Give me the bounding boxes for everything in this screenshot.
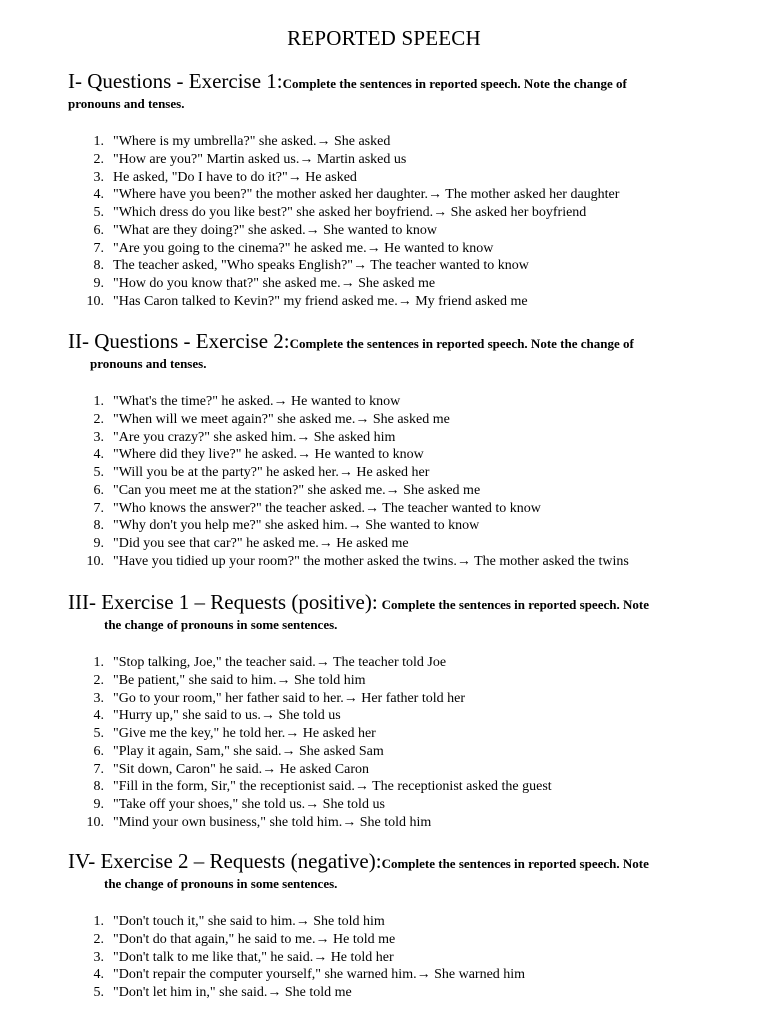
item-text: "Mind your own business," she told him.→ She told him xyxy=(113,814,432,830)
exercise-list xyxy=(0,393,768,571)
exercise-list xyxy=(0,913,768,1002)
exercise-list xyxy=(0,133,768,311)
item-number: 10. xyxy=(86,553,104,569)
item-number: 2. xyxy=(93,411,104,427)
section-instruction: Complete the sentences in reported speech. Note the change of xyxy=(289,336,634,351)
list-item xyxy=(0,482,768,500)
item-text: "What's the time?" he asked.→ He wanted to know xyxy=(113,394,401,409)
list-item xyxy=(0,429,768,447)
section-3 xyxy=(0,592,768,832)
section-2 xyxy=(0,331,768,571)
section-heading xyxy=(0,592,768,615)
section-instruction-continued: pronouns and tenses. xyxy=(90,356,207,371)
item-text: He asked, "Do I have to do it?"→ He asked xyxy=(113,169,357,185)
item-text: "Has Caron talked to Kevin?" my friend asked me.→ My friend asked me xyxy=(113,293,528,309)
list-item xyxy=(0,393,768,411)
item-number: 9. xyxy=(93,276,104,291)
item-number: 1. xyxy=(93,134,104,149)
list-item xyxy=(0,553,768,571)
item-number: 6. xyxy=(93,743,104,759)
section-instruction: Complete the sentences in reported speech. Note xyxy=(381,597,649,612)
list-item xyxy=(0,133,768,151)
item-number: 7. xyxy=(93,761,104,777)
section-instruction: Complete the sentences in reported speech. Note the change of xyxy=(282,76,627,91)
item-number: 1. xyxy=(93,914,104,929)
item-number: 8. xyxy=(93,518,104,534)
list-item xyxy=(0,690,768,708)
item-text: "Stop talking, Joe," the teacher said.→ The teacher told Joe xyxy=(113,655,447,670)
list-item xyxy=(0,966,768,984)
item-text: "Give me the key," he told her.→ He asked her xyxy=(113,726,376,741)
item-text: "Play it again, Sam," she said.→ She asked Sam xyxy=(113,743,384,759)
item-text: "Be patient," she said to him.→ She told him xyxy=(113,672,366,688)
section-1 xyxy=(0,71,768,311)
list-item xyxy=(0,446,768,464)
section-instruction-continued: pronouns and tenses. xyxy=(68,96,185,111)
item-number: 4. xyxy=(93,187,104,203)
list-item xyxy=(0,500,768,518)
list-item xyxy=(0,725,768,743)
list-item xyxy=(0,949,768,967)
list-item xyxy=(0,778,768,796)
section-title: - Questions - Exercise 1: xyxy=(75,69,283,93)
section-numeral: III xyxy=(68,590,89,614)
item-text: "Don't do that again," he said to me.→ He told me xyxy=(113,931,396,947)
list-item xyxy=(0,672,768,690)
item-number: 4. xyxy=(93,708,104,724)
item-number: 6. xyxy=(93,222,104,238)
list-item xyxy=(0,654,768,672)
list-item xyxy=(0,222,768,240)
item-number: 7. xyxy=(93,240,104,256)
list-item xyxy=(0,275,768,293)
list-item xyxy=(0,257,768,275)
section-numeral: IV xyxy=(68,849,89,873)
item-text: "How are you?" Martin asked us.→ Martin asked us xyxy=(113,151,407,167)
item-number: 3. xyxy=(93,429,104,445)
item-text: "Sit down, Caron" he said.→ He asked Caron xyxy=(113,761,369,777)
section-heading xyxy=(0,851,768,874)
item-number: 4. xyxy=(93,447,104,463)
list-item xyxy=(0,796,768,814)
list-item xyxy=(0,984,768,1002)
list-item xyxy=(0,204,768,222)
list-item xyxy=(0,169,768,187)
item-text: "Where did they live?" he asked.→ He wanted to know xyxy=(113,447,424,463)
list-item xyxy=(0,464,768,482)
item-number: 5. xyxy=(93,726,104,741)
item-number: 2. xyxy=(93,151,104,167)
item-text: "Go to your room," her father said to her.→ Her father told her xyxy=(113,690,465,706)
exercise-list xyxy=(0,654,768,832)
section-numeral: I xyxy=(68,69,75,93)
section-title: - Exercise 2 – Requests (negative): xyxy=(88,849,382,873)
list-item xyxy=(0,151,768,169)
section-heading xyxy=(0,331,768,354)
list-item xyxy=(0,240,768,258)
item-text: "Fill in the form, Sir," the receptionist said.→ The receptionist asked the guest xyxy=(113,779,552,795)
section-instruction-continued: the change of pronouns in some sentences. xyxy=(104,876,338,891)
item-text: "Where is my umbrella?" she asked.→ She asked xyxy=(113,134,391,149)
list-item xyxy=(0,743,768,761)
list-item xyxy=(0,535,768,553)
list-item xyxy=(0,761,768,779)
item-text: "Are you going to the cinema?" he asked me.→ He wanted to know xyxy=(113,240,494,256)
item-text: "Where have you been?" the mother asked her daughter.→ The mother asked her daughter xyxy=(113,187,620,203)
section-numeral: II xyxy=(68,329,82,353)
section-heading xyxy=(0,71,768,94)
item-text: "Can you meet me at the station?" she asked me.→ She asked me xyxy=(113,482,481,498)
item-number: 4. xyxy=(93,967,104,983)
item-number: 3. xyxy=(93,690,104,706)
list-item xyxy=(0,931,768,949)
item-number: 10. xyxy=(86,293,104,309)
item-number: 6. xyxy=(93,482,104,498)
item-number: 7. xyxy=(93,500,104,516)
item-text: "Don't talk to me like that," he said.→ He told her xyxy=(113,949,394,965)
item-text: The teacher asked, "Who speaks English?"→ The teacher wanted to know xyxy=(113,258,529,274)
item-text: "Who knows the answer?" the teacher asked.→ The teacher wanted to know xyxy=(113,500,541,516)
list-item xyxy=(0,913,768,931)
list-item xyxy=(0,293,768,311)
item-number: 8. xyxy=(93,779,104,795)
item-text: "Don't let him in," she said.→ She told me xyxy=(113,985,352,1000)
list-item xyxy=(0,411,768,429)
item-number: 9. xyxy=(93,797,104,812)
item-text: "Have you tidied up your room?" the mother asked the twins.→ The mother asked the twins xyxy=(113,553,629,569)
item-number: 5. xyxy=(93,205,104,220)
list-item xyxy=(0,814,768,832)
list-item xyxy=(0,186,768,204)
item-text: "Which dress do you like best?" she asked her boyfriend.→ She asked her boyfriend xyxy=(113,205,587,220)
section-4 xyxy=(0,851,768,1002)
item-text: "Will you be at the party?" he asked her.→ He asked her xyxy=(113,465,430,480)
item-number: 3. xyxy=(93,169,104,185)
item-number: 9. xyxy=(93,536,104,551)
item-text: "Why don't you help me?" she asked him.→ She wanted to know xyxy=(113,518,480,534)
item-text: "Hurry up," she said to us.→ She told us xyxy=(113,708,341,724)
item-number: 1. xyxy=(93,655,104,670)
item-number: 5. xyxy=(93,985,104,1000)
item-text: "When will we meet again?" she asked me.→ She asked me xyxy=(113,411,450,427)
item-number: 5. xyxy=(93,465,104,480)
item-number: 2. xyxy=(93,931,104,947)
list-item xyxy=(0,707,768,725)
section-title: - Questions - Exercise 2: xyxy=(82,329,290,353)
item-text: "Are you crazy?" she asked him.→ She asked him xyxy=(113,429,396,445)
section-instruction-continued: the change of pronouns in some sentences. xyxy=(104,617,338,632)
item-text: "How do you know that?" she asked me.→ She asked me xyxy=(113,276,436,291)
item-text: "Don't repair the computer yourself," she warned him.→ She warned him xyxy=(113,967,526,983)
item-text: "What are they doing?" she asked.→ She wanted to know xyxy=(113,222,438,238)
item-text: "Take off your shoes," she told us.→ She told us xyxy=(113,797,385,812)
item-number: 8. xyxy=(93,258,104,274)
page-title: REPORTED SPEECH xyxy=(287,26,481,50)
item-text: "Did you see that car?" he asked me.→ He asked me xyxy=(113,536,409,551)
item-text: "Don't touch it," she said to him.→ She told him xyxy=(113,914,385,929)
item-number: 1. xyxy=(93,394,104,409)
item-number: 2. xyxy=(93,672,104,688)
item-number: 3. xyxy=(93,949,104,965)
section-instruction: Complete the sentences in reported speech. Note xyxy=(381,856,649,871)
list-item xyxy=(0,517,768,535)
section-title: - Exercise 1 – Requests (positive): xyxy=(88,590,378,614)
item-number: 10. xyxy=(86,814,104,830)
